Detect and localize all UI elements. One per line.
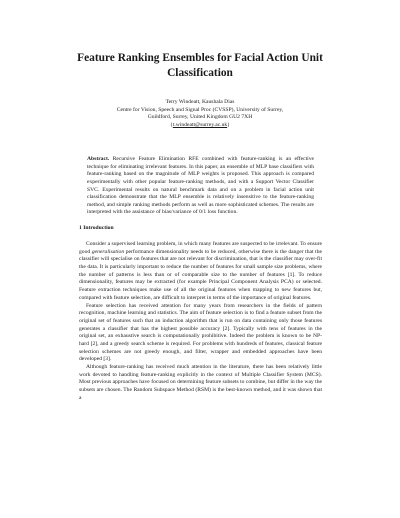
author-email: t.windeatt@surrey.ac.uk [172, 122, 228, 129]
section-heading-introduction: 1 Introduction [79, 225, 114, 231]
abstract [87, 156, 314, 217]
paragraph-1-part-b: performance dimensionality needs to be reduced, otherwise there is the danger that the classifier will specialise on features that are not relevant for discrimination, that is the classifier may over-fit the data. It is particularly important to reduce the number of features for small sample size problems, where the number of patterns is less than or of comparable size to the number of features [1]. To reduce dimensionality, features may be extracted (for example Principal Component Analysis PCA) or selected. Feature extraction techniques make use of all the original features when mapping to new features but, compared with feature selection, are difficult to interpret in terms of the importance of original features. [79, 248, 322, 301]
paragraph-1-emphasis: generalisation [91, 248, 125, 255]
paper-title: Feature Ranking Ensembles for Facial Action Unit Classification [77, 52, 323, 79]
paragraph-3: Although feature-ranking has received much attention in the literature, there has been relatively little work devoted to handling feature-ranking explicitly in the context of Multiple Classifier System (MCS). Most previous approaches have focused on determining feature subsets to combine, but differ in the way the subsets are chosen. The Random Subspace Method (RSM) is the best-known method, and it was shown that a [79, 364, 322, 401]
introduction-body [79, 241, 322, 402]
paragraph-1 [79, 241, 322, 303]
author-block [60, 99, 340, 130]
author-email-line: {t.windeatt@surrey.ac.uk} [170, 122, 230, 129]
paragraph-2: Feature selection has received attention for many years from researchers in the fields of pattern recognition, machine learning and statistics. The aim of feature selection is to find a feature subset from the original set of features such that an induction algorithm that is run on data containing only those features generates a classifier that has the highest possible accuracy [2]. Typically with tens of features in the original set, an exhaustive search is computationally prohibitive. Indeed the problem is known to be NP-hard [2], and a greedy search scheme is required. For problems with hundreds of features, classical feature selection schemes are not greedy enough, and filter, wrapper and embedded approaches have been developed [3]. [79, 302, 322, 363]
affiliation-line-2: Guildford, Surrey, United Kingdom GU2 7XH [147, 114, 253, 121]
abstract-text: Recursive Feature Elimination RFE combined with feature-ranking is an effective technique for eliminating irrelevant features. In this paper, an ensemble of MLP base classifiers with feature-ranking based on the magnitude of MLP weights is proposed. This approach is compared experimentally with other popular feature-ranking methods, and with a Support Vector Classifier SVC. Experimental results on natural benchmark data and on a problem in facial action unit classification demonstrate that the MLP ensemble is relatively insensitive to the feature-ranking method, and simple ranking methods perform as well as more sophisticated schemes. The results are interpreted with the assistance of bias/variance of 0/1 loss function. [87, 156, 314, 216]
paragraph-1-part-a: Consider a supervised learning problem, in which many features are suspected to be irrelevant. To ensure good [79, 241, 322, 255]
author-names: Terry Windeatt, Kaushala Dias [165, 99, 235, 105]
affiliation-line-1: Centre for Vision, Speech and Signal Proc (CVSSP), University of Surrey, [116, 106, 284, 113]
abstract-label: Abstract. [87, 156, 110, 162]
